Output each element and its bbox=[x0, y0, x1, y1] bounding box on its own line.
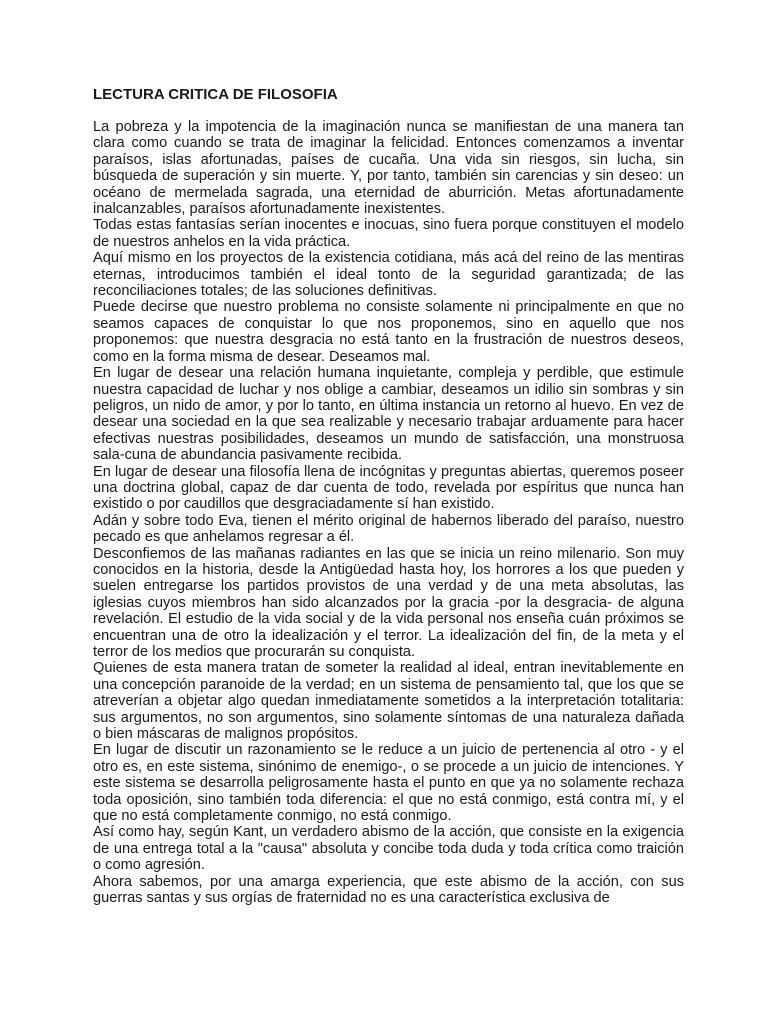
paragraph-11: Así como hay, según Kant, un verdadero abismo de la acción, que consiste en la exigencia de una entrega total a la "causa" absoluta y concibe toda duda y toda crítica como traición o como agresión. bbox=[93, 824, 684, 874]
paragraph-8: Desconfiemos de las mañanas radiantes en las que se inicia un reino milenario. Son muy conocidos en la historia, desde la Antigüedad hasta hoy, los horrores a los que pueden y suelen entregarse los partidos provistos de una verdad y de una meta absolutas, las iglesias cuyos miembros han sido alcanzados por la gracia -por la desgracia- de alguna revelación. El estudio de la vida social y de la vida personal nos enseña cuán próximos se encuentran una de otro la idealización y el terror. La idealización del fin, de la meta y el terror de los medios que procurarán su conquista. bbox=[93, 545, 684, 660]
document-page bbox=[93, 86, 684, 907]
document-title: LECTURA CRITICA DE FILOSOFIA bbox=[93, 86, 338, 103]
paragraph-9: Quienes de esta manera tratan de someter la realidad al ideal, entran inevitablemente en una concepción paranoide de la verdad; en un sistema de pensamiento tal, que los que se atreverían a objetar algo quedan inmediatamente sometidos a la interpretación totalitaria: sus argumentos, no son argumentos, sino solamente síntomas de una naturaleza dañada o bien máscaras de malignos propósitos. bbox=[93, 660, 684, 743]
paragraph-7: Adán y sobre todo Eva, tienen el mérito original de habernos liberado del paraíso, nuestro pecado es que anhelamos regresar a él. bbox=[93, 512, 684, 546]
paragraph-5: En lugar de desear una relación humana inquietante, compleja y perdible, que estimule nuestra capacidad de luchar y nos oblige a cambiar, deseamos un idilio sin sombras y sin peligros, un nido de amor, y por lo tanto, en última instancia un retorno al huevo. En vez de desear una sociedad en la que sea realizable y necesario trabajar arduamente para hacer efectivas nuestras posibilidades, deseamos un mundo de satisfacción, una monstruosa sala-cuna de abundancia pasivamente recibida. bbox=[93, 365, 684, 464]
paragraph-3: Aquí mismo en los proyectos de la existencia cotidiana, más acá del reino de las mentiras eternas, introducimos también el ideal tonto de la seguridad garantizada; de las reconciliaciones totales; de las soluciones definitivas. bbox=[93, 250, 684, 300]
paragraph-6: En lugar de desear una filosofía llena de incógnitas y preguntas abiertas, queremos poseer una doctrina global, capaz de dar cuenta de todo, revelada por espíritus que nunca han existido o por caudillos que desgraciadamente sí han existido. bbox=[93, 463, 684, 513]
paragraph-2: Todas estas fantasías serían inocentes e inocuas, sino fuera porque constituyen el modelo de nuestros anhelos en la vida práctica. bbox=[93, 217, 684, 250]
document-body bbox=[93, 119, 684, 907]
paragraph-4: Puede decirse que nuestro problema no consiste solamente ni principalmente en que no seamos capaces de conquistar lo que nos proponemos, sino en aquello que nos proponemos: que nuestra desgracia no está tanto en la frustración de nuestros deseos, como en la forma misma de desear. Deseamos mal. bbox=[93, 299, 684, 365]
paragraph-12: Ahora sabemos, por una amarga experiencia, que este abismo de la acción, con sus guerras santas y sus orgías de fraternidad no es una característica exclusiva de bbox=[93, 873, 684, 907]
paragraph-1: La pobreza y la impotencia de la imaginación nunca se manifiestan de una manera tan clara como cuando se trata de imaginar la felicidad. Entonces comenzamos a inventar paraísos, islas afortunadas, países de cucaña. Una vida sin riesgos, sin lucha, sin búsqueda de superación y sin muerte. Y, por tanto, también sin carencias y sin deseo: un océano de mermelada sagrada, una eternidad de aburrición. Metas afortunadamente inalcanzables, paraísos afortunadamente inexistentes. bbox=[93, 119, 684, 218]
paragraph-10: En lugar de discutir un razonamiento se le reduce a un juicio de pertenencia al otro - y el otro es, en este sistema, sinónimo de enemigo-, o se procede a un juicio de intenciones. Y este sistema se desarrolla peligrosamente hasta el punto en que ya no solamente rechaza toda oposición, sino también toda diferencia: el que no está conmigo, está contra mí, y el que no está completamente conmigo, no está conmigo. bbox=[93, 742, 684, 825]
